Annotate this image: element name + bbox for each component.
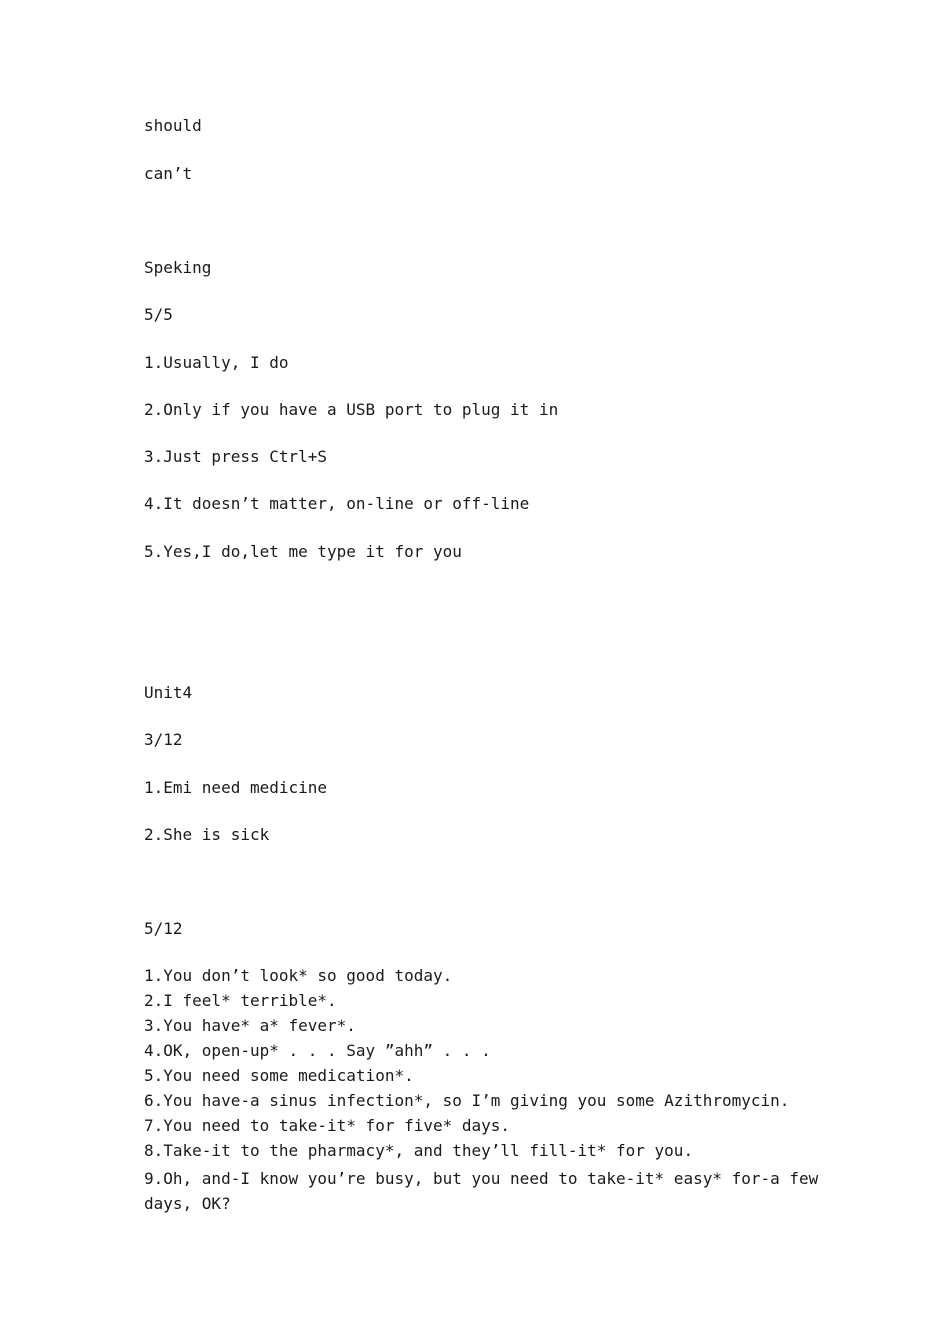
dialogue-line-6: 6.You have-a sinus infection*, so I’m giving you some Azithromycin. (144, 1091, 790, 1110)
dialogue-line-7: 7.You need to take-it* for five* days. (144, 1116, 511, 1135)
speaking-answer-1: 1.Usually, I do (144, 353, 289, 372)
speaking-score: 5/5 (144, 305, 173, 324)
speaking-answer-4: 4.It doesn’t matter, on-line or off-line (144, 494, 530, 513)
speaking-answer-2: 2.Only if you have a USB port to plug it in (144, 400, 559, 419)
dialogue-line-3: 3.You have* a* fever*. (144, 1016, 356, 1035)
unit4-part1-answer-1: 1.Emi need medicine (144, 778, 328, 797)
word-cant: can’t (144, 164, 193, 183)
dialogue-line-4: 4.OK, open-up* . . . Say ”ahh” . . . (144, 1041, 491, 1060)
dialogue-line-2: 2.I feel* terrible*. (144, 991, 337, 1010)
dialogue-line-9: 9.Oh, and-I know you’re busy, but you need to take-it* easy* for-a few days, OK? (144, 1169, 828, 1213)
unit4-part1-answer-2: 2.She is sick (144, 825, 270, 844)
dialogue-line-1: 1.You don’t look* so good today. (144, 966, 453, 985)
word-should: should (144, 116, 202, 135)
dialogue-line-8: 8.Take-it to the pharmacy*, and they’ll fill-it* for you. (144, 1141, 694, 1160)
speaking-heading: Speking (144, 258, 212, 277)
speaking-answer-5: 5.Yes,I do,let me type it for you (144, 542, 462, 561)
unit4-part2-score: 5/12 (144, 919, 183, 938)
unit4-heading: Unit4 (144, 683, 193, 702)
dialogue-line-5: 5.You need some medication*. (144, 1066, 414, 1085)
unit4-part1-score: 3/12 (144, 730, 183, 749)
speaking-answer-3: 3.Just press Ctrl+S (144, 447, 328, 466)
